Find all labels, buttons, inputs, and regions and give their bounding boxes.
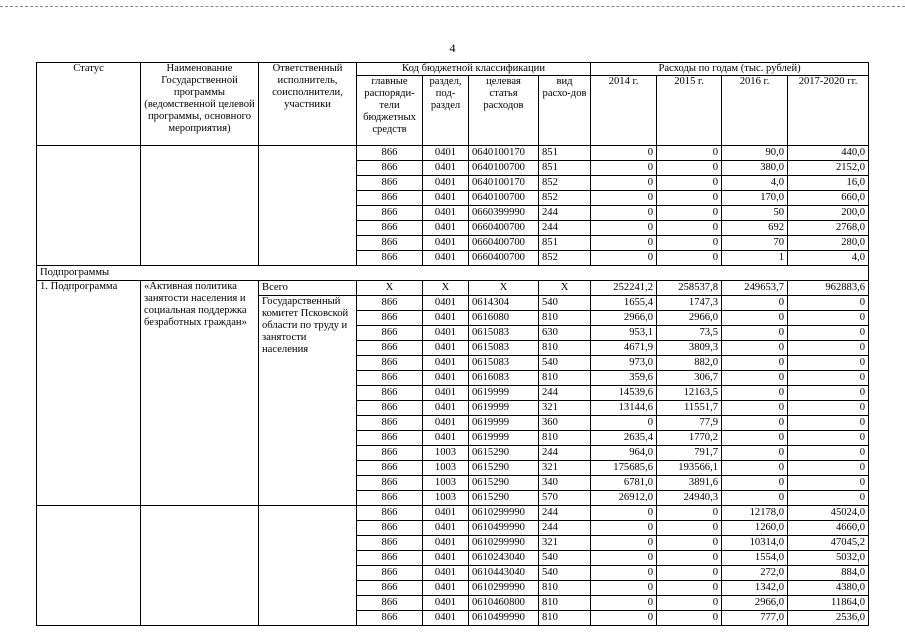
header-year-2016: 2016 г. [722,76,788,146]
cell-section: 0401 [423,401,469,416]
cell-manager: 866 [357,401,423,416]
cell-2017-2020: 0 [788,461,869,476]
cell-section: 0401 [423,176,469,191]
cell-2017-2020: 884,0 [788,566,869,581]
cell-2015: 1747,3 [657,296,722,311]
cell-2015: 258537,8 [657,281,722,296]
cell-manager: 866 [357,371,423,386]
cell-2014: 0 [591,191,657,206]
cell-2014: 0 [591,206,657,221]
cell-type: 852 [539,191,591,206]
cell-article: 0615290 [469,491,539,506]
cell-section: 1003 [423,491,469,506]
cell-section: 0401 [423,431,469,446]
cell-section: 0401 [423,191,469,206]
cell-manager: 866 [357,326,423,341]
cell-2015: 3891,6 [657,476,722,491]
blank-responsible-cell [259,146,357,266]
cell-section: 0401 [423,506,469,521]
cell-2017-2020: 0 [788,401,869,416]
cell-manager: 866 [357,161,423,176]
cell-type: 244 [539,221,591,236]
cell-manager: 866 [357,191,423,206]
cell-2014: 252241,2 [591,281,657,296]
cell-2014: 0 [591,566,657,581]
header-section: раздел, под-раздел [423,76,469,146]
header-program-name: Наименование Государственной программы (ведомственной целевой программы, основного мероприятия) [141,63,259,146]
cell-2016: 0 [722,476,788,491]
cell-2014: 175685,6 [591,461,657,476]
cell-article: 0610499990 [469,611,539,626]
cell-section: 0401 [423,341,469,356]
cell-article: 0616083 [469,371,539,386]
cell-2017-2020: 0 [788,446,869,461]
cell-manager: 866 [357,296,423,311]
table-row [37,506,869,521]
cell-2014: 964,0 [591,446,657,461]
header-expenses: Расходы по годам (тыс. рублей) [591,63,869,76]
cell-2016: 0 [722,371,788,386]
cell-2017-2020: 0 [788,296,869,311]
cell-2014: 0 [591,236,657,251]
cell-2016: 249653,7 [722,281,788,296]
cell-2017-2020: 0 [788,341,869,356]
cell-2015: 0 [657,551,722,566]
cell-2017-2020: 2536,0 [788,611,869,626]
cell-2015: 0 [657,581,722,596]
header-responsible-rest: исполнитель, соисполнители, участники [272,75,343,110]
cell-2014: 6781,0 [591,476,657,491]
cell-2015: 0 [657,506,722,521]
cell-type: 810 [539,341,591,356]
cell-2016: 70 [722,236,788,251]
cell-section: 0401 [423,221,469,236]
header-target-article: целевая статья расходов [469,76,539,146]
cell-section: 1003 [423,461,469,476]
cell-2015: 193566,1 [657,461,722,476]
cell-2014: 0 [591,176,657,191]
cell-2015: 12163,5 [657,386,722,401]
cell-2014: 0 [591,581,657,596]
cell-type: 630 [539,326,591,341]
cell-2016: 0 [722,491,788,506]
cell-2017-2020: 280,0 [788,236,869,251]
cell-manager: 866 [357,206,423,221]
cell-article: 0640100170 [469,146,539,161]
cell-article: 0615083 [469,341,539,356]
header-year-2017-2020: 2017-2020 гг. [788,76,869,146]
cell-2015: 24940,3 [657,491,722,506]
cell-2014: 0 [591,416,657,431]
cell-manager: 866 [357,596,423,611]
cell-manager: 866 [357,566,423,581]
cell-2017-2020: 0 [788,311,869,326]
cell-2016: 0 [722,431,788,446]
cell-2014: 1655,4 [591,296,657,311]
cell-2015: 306,7 [657,371,722,386]
cell-2017-2020: 440,0 [788,146,869,161]
cell-2015: 0 [657,236,722,251]
cell-section: 0401 [423,386,469,401]
cell-2016: 0 [722,386,788,401]
cell-section: 0401 [423,206,469,221]
cell-2014: 14539,6 [591,386,657,401]
cell-2016: 1554,0 [722,551,788,566]
cell-article: 0660400700 [469,221,539,236]
cell-manager: 866 [357,506,423,521]
cell-2017-2020: 11864,0 [788,596,869,611]
header-status: Статус [37,63,141,146]
cell-2016: 50 [722,206,788,221]
cell-type: 321 [539,536,591,551]
cell-2015: 0 [657,146,722,161]
header-budget-code: Код бюджетной классификации [357,63,591,76]
cell-article: 0610443040 [469,566,539,581]
cell-2017-2020: 0 [788,356,869,371]
cell-2016: 0 [722,341,788,356]
cell-2015: 0 [657,596,722,611]
cell-manager: X [357,281,423,296]
cell-2016: 90,0 [722,146,788,161]
cell-article: 0610499990 [469,521,539,536]
cell-manager: 866 [357,536,423,551]
cell-type: 540 [539,356,591,371]
cell-2014: 0 [591,161,657,176]
cell-article: 0615290 [469,461,539,476]
cell-type: 244 [539,521,591,536]
cell-2014: 13144,6 [591,401,657,416]
cell-section: 1003 [423,476,469,491]
cell-section: 0401 [423,596,469,611]
cell-2017-2020: 0 [788,431,869,446]
cell-manager: 866 [357,461,423,476]
cell-2017-2020: 16,0 [788,176,869,191]
cell-article: 0615290 [469,476,539,491]
cell-article: 0610243040 [469,551,539,566]
cell-section: 0401 [423,296,469,311]
cell-manager: 866 [357,146,423,161]
cell-2017-2020: 4380,0 [788,581,869,596]
cell-2017-2020: 4660,0 [788,521,869,536]
cell-2016: 0 [722,296,788,311]
cell-manager: 866 [357,356,423,371]
cell-2014: 0 [591,536,657,551]
cell-2016: 0 [722,326,788,341]
cell-type: 810 [539,611,591,626]
cell-2014: 0 [591,251,657,266]
cell-2015: 882,0 [657,356,722,371]
cell-type: 810 [539,431,591,446]
cell-section: 0401 [423,581,469,596]
cell-article: 0619999 [469,386,539,401]
cell-article: 0616080 [469,311,539,326]
table-row [37,146,869,161]
cell-2015: 0 [657,191,722,206]
cell-section: 0401 [423,551,469,566]
cell-2016: 12178,0 [722,506,788,521]
cell-article: 0619999 [469,431,539,446]
cell-manager: 866 [357,221,423,236]
cell-2016: 0 [722,461,788,476]
cell-article: X [469,281,539,296]
cell-manager: 866 [357,581,423,596]
header-main-managers: главные распоряди-тели бюджетных средств [357,76,423,146]
cell-type: 851 [539,236,591,251]
blank-status-cell [37,506,141,626]
cell-type: 570 [539,491,591,506]
cell-2015: 77,9 [657,416,722,431]
cell-2015: 1770,2 [657,431,722,446]
cell-article: 0619999 [469,401,539,416]
cell-2014: 26912,0 [591,491,657,506]
blank-responsible-cell [259,506,357,626]
header-year-2015: 2015 г. [657,76,722,146]
header-expense-type: вид расхо-дов [539,76,591,146]
cell-2017-2020: 0 [788,476,869,491]
cell-manager: 866 [357,491,423,506]
cell-article: 0660400700 [469,251,539,266]
cell-section: 0401 [423,416,469,431]
cell-manager: 866 [357,416,423,431]
cell-section: X [423,281,469,296]
cell-manager: 866 [357,551,423,566]
cell-2017-2020: 47045,2 [788,536,869,551]
total-label: Всего [259,281,357,296]
cell-2017-2020: 2768,0 [788,221,869,236]
cell-article: 0640100700 [469,191,539,206]
cell-section: 0401 [423,611,469,626]
cell-2015: 0 [657,251,722,266]
cell-2015: 0 [657,521,722,536]
cell-article: 0615290 [469,446,539,461]
cell-2016: 4,0 [722,176,788,191]
cell-type: 321 [539,401,591,416]
cell-2014: 0 [591,596,657,611]
cell-2014: 0 [591,521,657,536]
cell-manager: 866 [357,251,423,266]
cell-type: 244 [539,506,591,521]
cell-article: 0614304 [469,296,539,311]
cell-manager: 866 [357,446,423,461]
header-responsible-top: Ответственный [272,63,343,74]
cell-2015: 0 [657,566,722,581]
cell-2017-2020: 0 [788,491,869,506]
cell-2015: 0 [657,206,722,221]
cell-2017-2020: 45024,0 [788,506,869,521]
cell-manager: 866 [357,176,423,191]
cell-2014: 953,1 [591,326,657,341]
cell-manager: 866 [357,311,423,326]
cell-section: 0401 [423,521,469,536]
cell-2017-2020: 0 [788,371,869,386]
cell-section: 0401 [423,371,469,386]
cell-2015: 0 [657,221,722,236]
cell-article: 0619999 [469,416,539,431]
cell-2014: 0 [591,611,657,626]
cell-section: 1003 [423,446,469,461]
cell-type: X [539,281,591,296]
cell-section: 0401 [423,146,469,161]
blank-name-cell [141,506,259,626]
cell-type: 540 [539,551,591,566]
cell-article: 0610460800 [469,596,539,611]
cell-manager: 866 [357,431,423,446]
cell-type: 340 [539,476,591,491]
cell-2016: 0 [722,401,788,416]
cell-article: 0640100170 [469,176,539,191]
cell-type: 852 [539,176,591,191]
subprogram-name: «Активная политика занятости населения и социальная поддержка безработных граждан» [141,281,259,506]
cell-manager: 866 [357,476,423,491]
cell-type: 244 [539,386,591,401]
header-responsible [259,63,357,146]
cell-section: 0401 [423,251,469,266]
cell-2014: 4671,9 [591,341,657,356]
blank-name-cell [141,146,259,266]
cell-2017-2020: 0 [788,326,869,341]
cell-type: 810 [539,311,591,326]
cell-2016: 10314,0 [722,536,788,551]
cell-section: 0401 [423,536,469,551]
cell-2014: 0 [591,221,657,236]
cell-2016: 777,0 [722,611,788,626]
page-top-border [0,6,905,7]
cell-section: 0401 [423,566,469,581]
cell-2016: 1260,0 [722,521,788,536]
cell-article: 0615083 [469,356,539,371]
cell-2016: 692 [722,221,788,236]
cell-article: 0660400700 [469,236,539,251]
cell-2014: 0 [591,146,657,161]
cell-type: 851 [539,161,591,176]
cell-2016: 0 [722,416,788,431]
table-body [37,146,869,626]
cell-2015: 2966,0 [657,311,722,326]
cell-manager: 866 [357,611,423,626]
cell-2015: 0 [657,536,722,551]
cell-manager: 866 [357,236,423,251]
cell-2017-2020: 5032,0 [788,551,869,566]
cell-type: 244 [539,446,591,461]
cell-2016: 1342,0 [722,581,788,596]
cell-type: 810 [539,596,591,611]
cell-2017-2020: 660,0 [788,191,869,206]
subprogram-status: 1. Подпрограмма [37,281,141,506]
cell-2015: 791,7 [657,446,722,461]
cell-2016: 1 [722,251,788,266]
cell-section: 0401 [423,356,469,371]
cell-2015: 73,5 [657,326,722,341]
cell-type: 810 [539,581,591,596]
cell-section: 0401 [423,311,469,326]
cell-section: 0401 [423,161,469,176]
cell-manager: 866 [357,521,423,536]
header-year-2014: 2014 г. [591,76,657,146]
cell-type: 244 [539,206,591,221]
cell-2016: 2966,0 [722,596,788,611]
cell-2017-2020: 4,0 [788,251,869,266]
cell-2015: 0 [657,176,722,191]
cell-2017-2020: 200,0 [788,206,869,221]
budget-table [36,62,869,626]
cell-2016: 380,0 [722,161,788,176]
cell-2016: 0 [722,356,788,371]
cell-2016: 170,0 [722,191,788,206]
cell-type: 810 [539,371,591,386]
cell-type: 321 [539,461,591,476]
cell-article: 0660399990 [469,206,539,221]
cell-2017-2020: 0 [788,416,869,431]
cell-section: 0401 [423,326,469,341]
cell-2014: 0 [591,506,657,521]
cell-2014: 359,6 [591,371,657,386]
cell-type: 360 [539,416,591,431]
cell-type: 851 [539,146,591,161]
cell-type: 852 [539,251,591,266]
cell-article: 0610299990 [469,536,539,551]
cell-2015: 11551,7 [657,401,722,416]
cell-article: 0610299990 [469,581,539,596]
cell-article: 0610299990 [469,506,539,521]
cell-type: 540 [539,296,591,311]
page-number: 4 [449,41,456,55]
subprograms-label: Подпрограммы [37,266,869,281]
subprogram-total-row [37,281,869,296]
cell-2017-2020: 0 [788,386,869,401]
cell-manager: 866 [357,386,423,401]
cell-2017-2020: 962883,6 [788,281,869,296]
cell-2016: 0 [722,446,788,461]
cell-manager: 866 [357,341,423,356]
blank-status-cell [37,146,141,266]
cell-2015: 0 [657,611,722,626]
cell-section: 0401 [423,236,469,251]
cell-2016: 0 [722,311,788,326]
cell-2015: 3809,3 [657,341,722,356]
cell-2017-2020: 2152,0 [788,161,869,176]
cell-article: 0640100700 [469,161,539,176]
cell-2014: 2635,4 [591,431,657,446]
cell-article: 0615083 [469,326,539,341]
cell-type: 540 [539,566,591,581]
cell-2016: 272,0 [722,566,788,581]
table-header [37,63,869,146]
cell-2014: 2966,0 [591,311,657,326]
cell-2014: 973,0 [591,356,657,371]
cell-2014: 0 [591,551,657,566]
subprograms-section-row [37,266,869,281]
cell-2015: 0 [657,161,722,176]
subprogram-responsible: Государственный комитет Псковской области по труду и занятости населения [259,296,357,506]
